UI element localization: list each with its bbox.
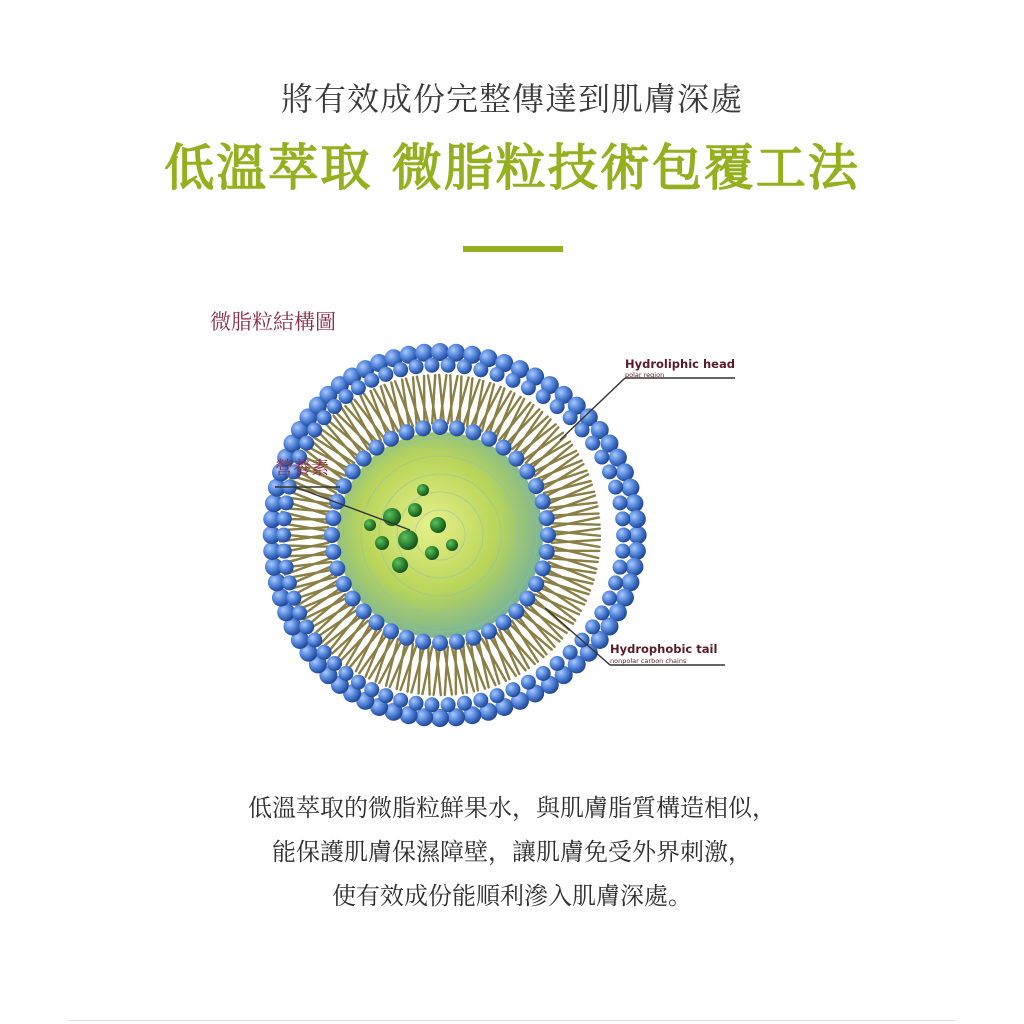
inner-head-sphere xyxy=(449,634,465,650)
diagram-caption: 微脂粒結構圖 xyxy=(210,310,336,334)
outer-head-sphere xyxy=(378,688,393,703)
inner-head-sphere xyxy=(519,464,535,480)
inner-head-sphere xyxy=(345,590,361,606)
inner-head-sphere xyxy=(540,527,556,543)
inner-head-sphere xyxy=(432,635,448,651)
outer-head-sphere xyxy=(505,373,520,388)
inner-head-sphere xyxy=(465,630,481,646)
outer-head-sphere xyxy=(585,436,600,451)
nutrient-molecule xyxy=(392,557,408,573)
outer-head-sphere xyxy=(613,495,628,510)
inner-head-sphere xyxy=(539,544,555,560)
outer-head-sphere xyxy=(563,645,578,660)
outer-head-sphere xyxy=(608,480,623,495)
outer-head-sphere xyxy=(378,367,393,382)
tail-strand xyxy=(428,646,429,694)
inner-head-sphere xyxy=(369,614,385,630)
outer-head-sphere xyxy=(585,619,600,634)
tail-strand xyxy=(459,376,461,424)
nutrient-molecule xyxy=(375,536,389,550)
outer-head-sphere xyxy=(317,645,332,660)
inner-head-sphere xyxy=(508,603,524,619)
outer-head-sphere xyxy=(338,666,353,681)
outer-head-sphere xyxy=(628,510,646,528)
inner-head-sphere xyxy=(399,424,415,440)
head-label: Hydroliphic head xyxy=(625,357,735,371)
nutrient-molecule xyxy=(446,539,458,551)
nutrient-label: 營養素 xyxy=(275,458,329,479)
outer-head-sphere xyxy=(299,436,314,451)
inner-head-sphere xyxy=(481,623,497,639)
outer-head-sphere xyxy=(292,605,307,620)
inner-head-sphere xyxy=(383,623,399,639)
inner-head-sphere xyxy=(481,431,497,447)
outer-head-sphere xyxy=(299,619,314,634)
outer-head-sphere xyxy=(277,544,292,559)
title-accent-bar xyxy=(463,246,563,252)
description-line: 使有效成份能順利滲入肌膚深處。 xyxy=(332,882,692,910)
outer-head-sphere xyxy=(441,358,456,373)
outer-head-sphere xyxy=(409,696,424,711)
inner-head-sphere xyxy=(336,576,352,592)
page-title: 低溫萃取 微脂粒技術包覆工法 xyxy=(164,139,860,197)
inner-head-sphere xyxy=(415,420,431,436)
inner-head-sphere xyxy=(449,420,465,436)
outer-head-sphere xyxy=(505,682,520,697)
description-text xyxy=(0,786,1024,918)
inner-head-sphere xyxy=(415,634,431,650)
inner-head-sphere xyxy=(329,494,345,510)
outer-head-sphere xyxy=(602,464,617,479)
nutrient-molecule xyxy=(425,546,439,560)
tail-strand xyxy=(419,645,421,693)
outer-head-sphere xyxy=(490,688,505,703)
inner-head-sphere xyxy=(336,478,352,494)
inner-head-sphere xyxy=(356,603,372,619)
outer-head-sphere xyxy=(279,560,294,575)
liposome-illustration xyxy=(200,340,760,730)
description-line: 能保護肌膚保濕障壁，讓肌膚免受外界刺激， xyxy=(272,838,752,866)
footer-divider xyxy=(68,1020,956,1021)
inner-head-sphere xyxy=(329,560,345,576)
description-line: 低溫萃取的微脂粒鮮果水，與肌膚脂質構造相似， xyxy=(248,794,776,822)
outer-head-sphere xyxy=(550,656,565,671)
inner-head-sphere xyxy=(345,464,361,480)
outer-head-sphere xyxy=(317,410,332,425)
outer-head-sphere xyxy=(615,511,630,526)
outer-head-sphere xyxy=(307,633,322,648)
outer-head-sphere xyxy=(286,591,301,606)
outer-head-sphere xyxy=(594,605,609,620)
liposome-diagram xyxy=(200,340,760,730)
outer-head-sphere xyxy=(625,494,643,512)
outer-head-sphere xyxy=(457,696,472,711)
inner-head-sphere xyxy=(495,440,511,456)
inner-head-sphere xyxy=(356,451,372,467)
inner-head-sphere xyxy=(539,510,555,526)
outer-head-sphere xyxy=(393,362,408,377)
head-sublabel: polar region xyxy=(625,371,665,379)
outer-head-sphere xyxy=(473,693,488,708)
tail-sublabel: nonpolar carbon chains xyxy=(610,657,687,665)
inner-head-sphere xyxy=(325,544,341,560)
outer-head-sphere xyxy=(608,575,623,590)
nutrient-molecule xyxy=(364,519,376,531)
inner-head-sphere xyxy=(508,451,524,467)
outer-head-sphere xyxy=(279,495,294,510)
outer-head-sphere xyxy=(393,693,408,708)
outer-head-sphere xyxy=(536,666,551,681)
outer-head-sphere xyxy=(364,682,379,697)
nutrient-molecule xyxy=(408,503,422,517)
outer-head-sphere xyxy=(602,591,617,606)
inner-head-sphere xyxy=(325,510,341,526)
outer-head-sphere xyxy=(536,389,551,404)
outer-head-sphere xyxy=(563,410,578,425)
tail-label: Hydrophobic tail xyxy=(610,642,718,656)
inner-head-sphere xyxy=(535,560,551,576)
outer-head-sphere xyxy=(338,389,353,404)
inner-head-sphere xyxy=(324,527,340,543)
inner-head-sphere xyxy=(528,576,544,592)
inner-head-sphere xyxy=(399,630,415,646)
outer-head-sphere xyxy=(327,656,342,671)
inner-head-sphere xyxy=(383,431,399,447)
outer-head-sphere xyxy=(473,362,488,377)
outer-head-sphere xyxy=(364,373,379,388)
outer-head-sphere xyxy=(521,380,536,395)
inner-head-sphere xyxy=(528,478,544,494)
outer-head-sphere xyxy=(441,697,456,712)
outer-head-sphere xyxy=(276,528,291,543)
outer-head-sphere xyxy=(550,399,565,414)
outer-head-sphere xyxy=(521,675,536,690)
outer-head-sphere xyxy=(594,450,609,465)
outer-head-sphere xyxy=(616,528,631,543)
outer-head-sphere xyxy=(625,558,643,576)
nutrient-molecule xyxy=(417,484,429,496)
outer-head-sphere xyxy=(457,359,472,374)
outer-head-sphere xyxy=(351,675,366,690)
outer-head-sphere xyxy=(628,542,646,560)
outer-head-sphere xyxy=(327,399,342,414)
outer-head-sphere xyxy=(424,697,439,712)
inner-head-sphere xyxy=(465,424,481,440)
inner-head-sphere xyxy=(495,614,511,630)
nutrient-molecule xyxy=(398,530,418,550)
nutrient-molecule xyxy=(430,517,446,533)
outer-head-sphere xyxy=(615,544,630,559)
outer-head-sphere xyxy=(351,380,366,395)
outer-head-sphere xyxy=(424,358,439,373)
outer-head-sphere xyxy=(613,560,628,575)
page-subtitle: 將有效成份完整傳達到肌膚深處 xyxy=(280,80,743,118)
outer-head-sphere xyxy=(409,359,424,374)
tail-strand xyxy=(450,375,451,423)
outer-head-sphere xyxy=(282,575,297,590)
outer-head-sphere xyxy=(277,511,292,526)
inner-head-sphere xyxy=(432,419,448,435)
inner-head-sphere xyxy=(535,494,551,510)
outer-head-sphere xyxy=(621,479,639,497)
outer-head-sphere xyxy=(629,526,647,544)
outer-head-sphere xyxy=(307,422,322,437)
inner-head-sphere xyxy=(519,590,535,606)
inner-head-sphere xyxy=(369,440,385,456)
outer-head-sphere xyxy=(490,367,505,382)
